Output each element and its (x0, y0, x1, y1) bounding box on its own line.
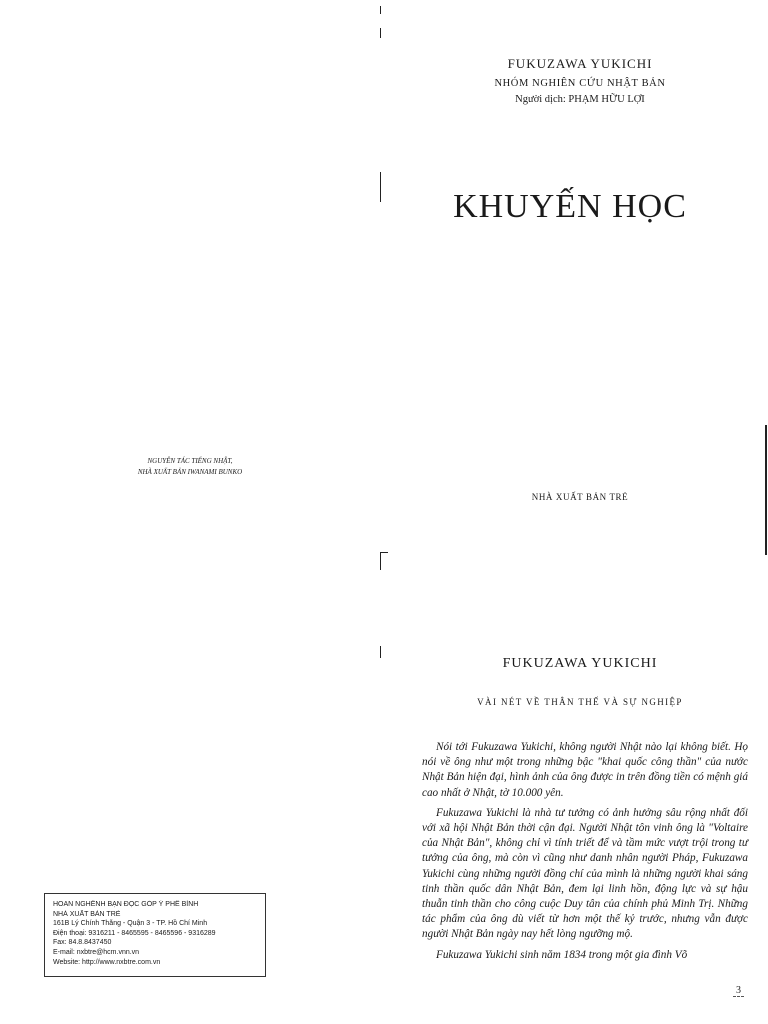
section-subtitle: VÀI NÉT VỀ THÂN THẾ VÀ SỰ NGHIỆP (477, 697, 683, 707)
crop-mark-top (380, 6, 381, 14)
title-page-author: FUKUZAWA YUKICHI (507, 56, 653, 71)
page-edge-line (765, 425, 767, 555)
contact-phone: Điện thoại: 9316211 - 8465595 - 8465596 - 9316289 (53, 929, 216, 937)
paragraph-2: Fukuzawa Yukichi là nhà tư tưởng có ảnh hưởng sâu rộng nhất đối với xã hội Nhật Bản thời cận đại. Người Nhật tôn vinh ông là "Voltaire của Nhật Bản", không chỉ vì tính triết để và tầm mức vượt trội trong tư tưởng của ông, mà còn vì cũng như danh nhân người Pháp, Fukuzawa Yukichi cùng những người đồng chí của mình là những người khai sáng tinh thần quốc dân Nhật Bản, đem lại linh hồn, động lực và sự hậu thuẫn tinh thần cho công cuộc Duy tân của chính phủ Minh Trị. Những tác phẩm của ông dù viết từ hơn một thế kỷ trước, nhưng vẫn được người Nhật Bản ngày nay hết lòng ngưỡng mộ. (422, 806, 748, 941)
publisher-contact-box (44, 893, 266, 977)
origin-line-2: NHÀ XUẤT BẢN IWANAMI BUNKO (137, 468, 243, 476)
contact-address: 161B Lý Chính Thắng - Quận 3 - TP. Hồ Chí Minh (53, 920, 208, 928)
contact-website: Website: http://www.nxbtre.com.vn (53, 958, 161, 966)
contact-email: E-mail: nxbtre@hcm.vnn.vn (53, 948, 140, 956)
page-number: 3 (733, 985, 744, 997)
paragraph-1: Nói tới Fukuzawa Yukichi, không người Nhật nào lại không biết. Họ nói về ông như một trong những bậc "khai quốc công thần" của nước Nhật Bản hiện đại, hình ảnh của ông được in trên đồng tiền có mệnh giá cao nhất ở Nhật, tờ 10.000 yên. (422, 741, 748, 799)
contact-line-1: HOAN NGHÊNH BẠN ĐỌC GÓP Ý PHÊ BÌNH (53, 901, 199, 908)
crop-mark-middle-v (380, 552, 381, 570)
origin-note (100, 456, 280, 478)
publisher: NHÀ XUẤT BẢN TRẺ (531, 492, 629, 502)
contact-fax: Fax: 84.8.8437450 (53, 939, 112, 947)
translator: Người dịch: PHẠM HỮU LỢI (515, 94, 645, 105)
biography-text (422, 740, 748, 968)
fold-line-upper (380, 172, 381, 202)
crop-mark-lower (380, 646, 381, 658)
origin-line-1: NGUYÊN TÁC TIẾNG NHẬT, (147, 457, 233, 465)
research-group: NHÓM NGHIÊN CỨU NHẬT BẢN (494, 78, 666, 89)
paragraph-3: Fukuzawa Yukichi sinh năm 1834 trong một gia đình Võ (436, 948, 688, 961)
contact-line-2: NHÀ XUẤT BẢN TRẺ (53, 910, 121, 918)
section-author-heading: FUKUZAWA YUKICHI (502, 656, 658, 671)
crop-mark-top-2 (380, 28, 381, 38)
book-title: KHUYẾN HỌC (453, 188, 687, 225)
crop-mark-middle-h (380, 552, 388, 553)
